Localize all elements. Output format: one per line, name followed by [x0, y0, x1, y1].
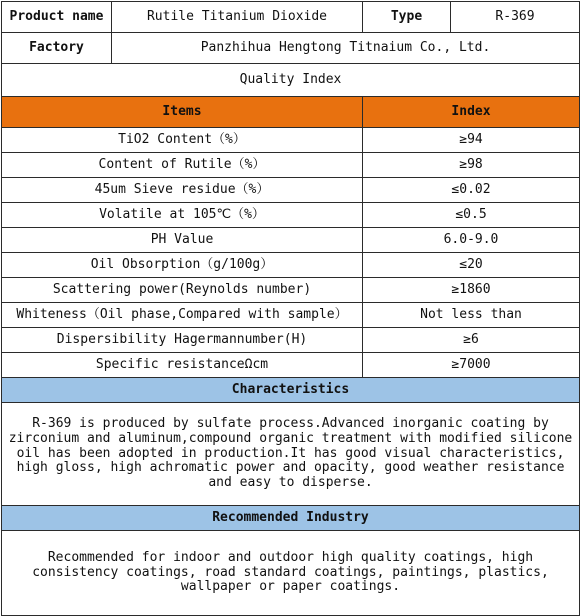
row-index: ≤0.5 — [363, 203, 580, 228]
row-item: Oil Obsorption（g/100g） — [2, 253, 363, 278]
table-row — [2, 303, 580, 328]
index-column-header: Index — [363, 97, 580, 128]
quality-index-row — [2, 64, 580, 97]
items-column-header: Items — [2, 97, 363, 128]
product-name-label: Product name — [2, 2, 112, 33]
row-item: Scattering power(Reynolds number) — [2, 278, 363, 303]
characteristics-body-row — [2, 403, 580, 506]
table-row — [2, 253, 580, 278]
row-item: PH Value — [2, 228, 363, 253]
recommended-body-row — [2, 531, 580, 616]
characteristics-header-row — [2, 378, 580, 403]
row-index: ≥94 — [363, 128, 580, 153]
recommended-text: Recommended for indoor and outdoor high quality coatings, high consistency coatings, road standard coatings, paintings, plastics, wallpaper or paper coatings. — [2, 531, 580, 616]
row-index: ≥7000 — [363, 353, 580, 378]
row-item: Specific resistanceΩcm — [2, 353, 363, 378]
recommended-header-row — [2, 506, 580, 531]
table-row — [2, 328, 580, 353]
row-index: ≤20 — [363, 253, 580, 278]
column-header-row — [2, 97, 580, 128]
quality-index-title: Quality Index — [2, 64, 580, 97]
row-index: ≥1860 — [363, 278, 580, 303]
row-item: TiO2 Content（%） — [2, 128, 363, 153]
row-index: Not less than — [363, 303, 580, 328]
type-value: R-369 — [451, 2, 580, 33]
product-row — [2, 2, 580, 33]
table-row — [2, 178, 580, 203]
row-index: ≤0.02 — [363, 178, 580, 203]
table-row — [2, 353, 580, 378]
table-row — [2, 203, 580, 228]
factory-label: Factory — [2, 33, 112, 64]
table-row — [2, 128, 580, 153]
table-row — [2, 153, 580, 178]
product-name-value: Rutile Titanium Dioxide — [112, 2, 363, 33]
characteristics-text: R-369 is produced by sulfate process.Advanced inorganic coating by zirconium and aluminum,compound organic treatment with modified silicone oil has been adopted in production.It has good visual characteristics, high gloss, high achromatic power and opacity, good weather resistance and easy to disperse. — [2, 403, 580, 506]
factory-row — [2, 33, 580, 64]
factory-value: Panzhihua Hengtong Titnaium Co., Ltd. — [112, 33, 580, 64]
row-item: Dispersibility Hagermannumber(H) — [2, 328, 363, 353]
row-index: 6.0-9.0 — [363, 228, 580, 253]
row-item: Whiteness（Oil phase,Compared with sample） — [2, 303, 363, 328]
row-item: Content of Rutile（%） — [2, 153, 363, 178]
table-row — [2, 278, 580, 303]
table-row — [2, 228, 580, 253]
row-item: 45um Sieve residue（%） — [2, 178, 363, 203]
spec-table — [1, 1, 580, 616]
row-index: ≥6 — [363, 328, 580, 353]
characteristics-title: Characteristics — [2, 378, 580, 403]
type-label: Type — [363, 2, 451, 33]
row-index: ≥98 — [363, 153, 580, 178]
recommended-title: Recommended Industry — [2, 506, 580, 531]
row-item: Volatile at 105℃（%） — [2, 203, 363, 228]
